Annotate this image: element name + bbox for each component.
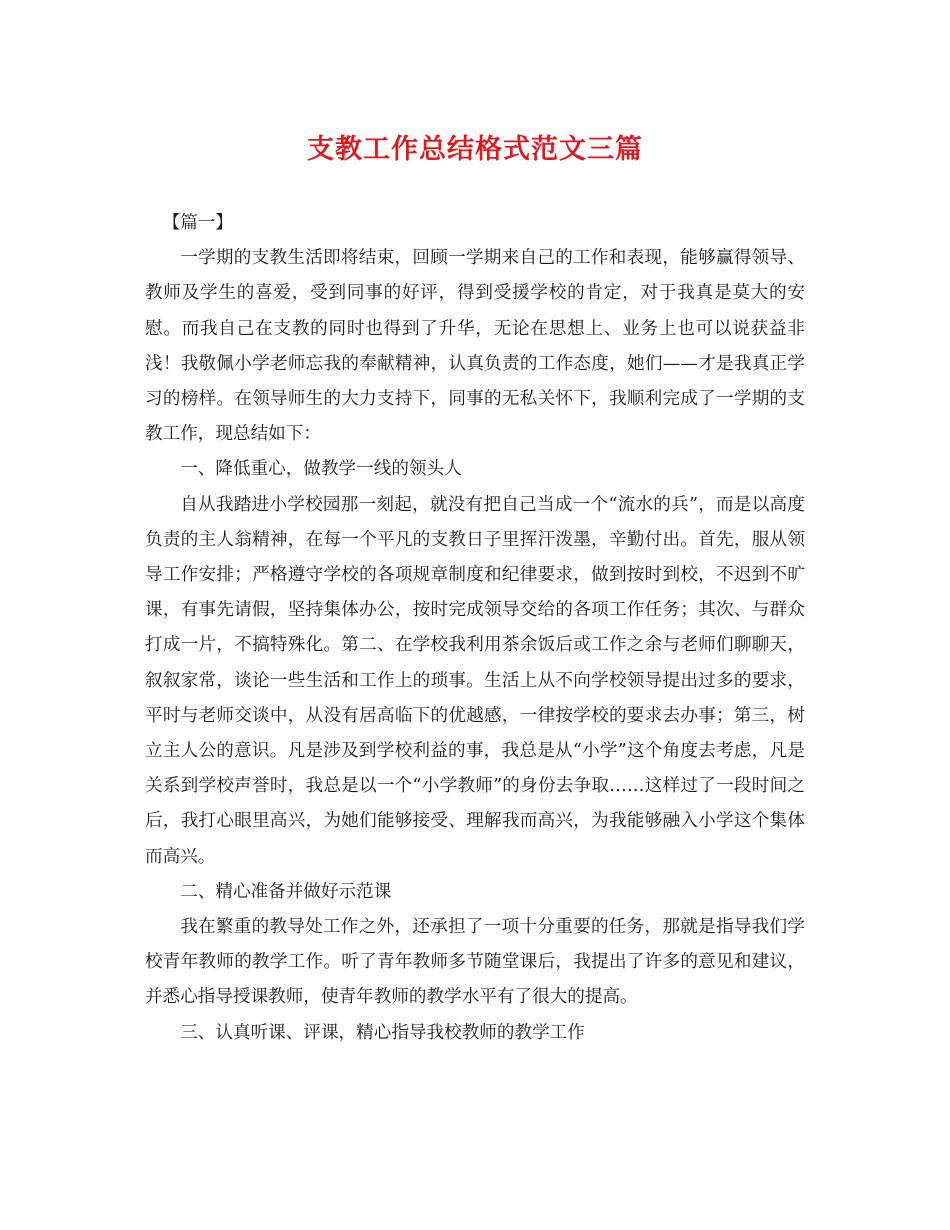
intro-paragraph: 一学期的支教生活即将结束，回顾一学期来自己的工作和表现，能够赢得领导、教师及学生的喜爱，受到同事的好评，得到受援学校的肯定，对于我真是莫大的安慰。而我自己在支教的同时也得到了升华，无论在思想上、业务上也可以说获益非浅！我敬佩小学老师忘我的奉献精神，认真负责的工作态度，她们——才是我真正学习的榜样。在领导师生的大力支持下，同事的无私关怀下，我顺利完成了一学期的支教工作，现总结如下： <box>145 248 805 445</box>
document-title: 支教工作总结格式范文三篇 <box>307 134 643 165</box>
subheading-three: 三、认真听课、评课，精心指导我校教师的教学工作 <box>180 1022 585 1043</box>
paragraph-two: 我在繁重的教导处工作之外，还承担了一项十分重要的任务，那就是指导我们学校青年教师的教学工作。听了青年教师多节随堂课后，我提出了许多的意见和建议，并悉心指导授课教师，使青年教师的教学水平有了很大的提高。 <box>145 917 805 1008</box>
section-heading-part-one: 【篇一】 <box>162 213 233 233</box>
document-body <box>145 206 805 1051</box>
subheading-one: 一、降低重心，做教学一线的领头人 <box>180 459 462 480</box>
subheading-two: 二、精心准备并做好示范课 <box>180 881 392 902</box>
paragraph-one: 自从我踏进小学校园那一刻起，就没有把自己当成一个“流水的兵”，而是以高度负责的主人翁精神，在每一个平凡的支教日子里挥汗泼墨，辛勤付出。首先，服从领导工作安排；严格遵守学校的各项规章制度和纪律要求，做到按时到校，不迟到不旷课，有事先请假，坚持集体办公，按时完成领导交给的各项工作任务；其次、与群众打成一片，不搞特殊化。第二、在学校我利用茶余饭后或工作之余与老师们聊聊天，叙叙家常，谈论一些生活和工作上的琐事。生活上从不向学校领导提出过多的要求，平时与老师交谈中，从没有居高临下的优越感，一律按学校的要求去办事；第三，树立主人公的意识。凡是涉及到学校利益的事，我总是从“小学”这个角度去考虑，凡是关系到学校声誉时，我总是以一个“小学教师”的身份去争取……这样过了一段时间之后，我打心眼里高兴，为她们能够接受、理解我而高兴，为我能够融入小学这个集体而高兴。 <box>145 494 805 867</box>
